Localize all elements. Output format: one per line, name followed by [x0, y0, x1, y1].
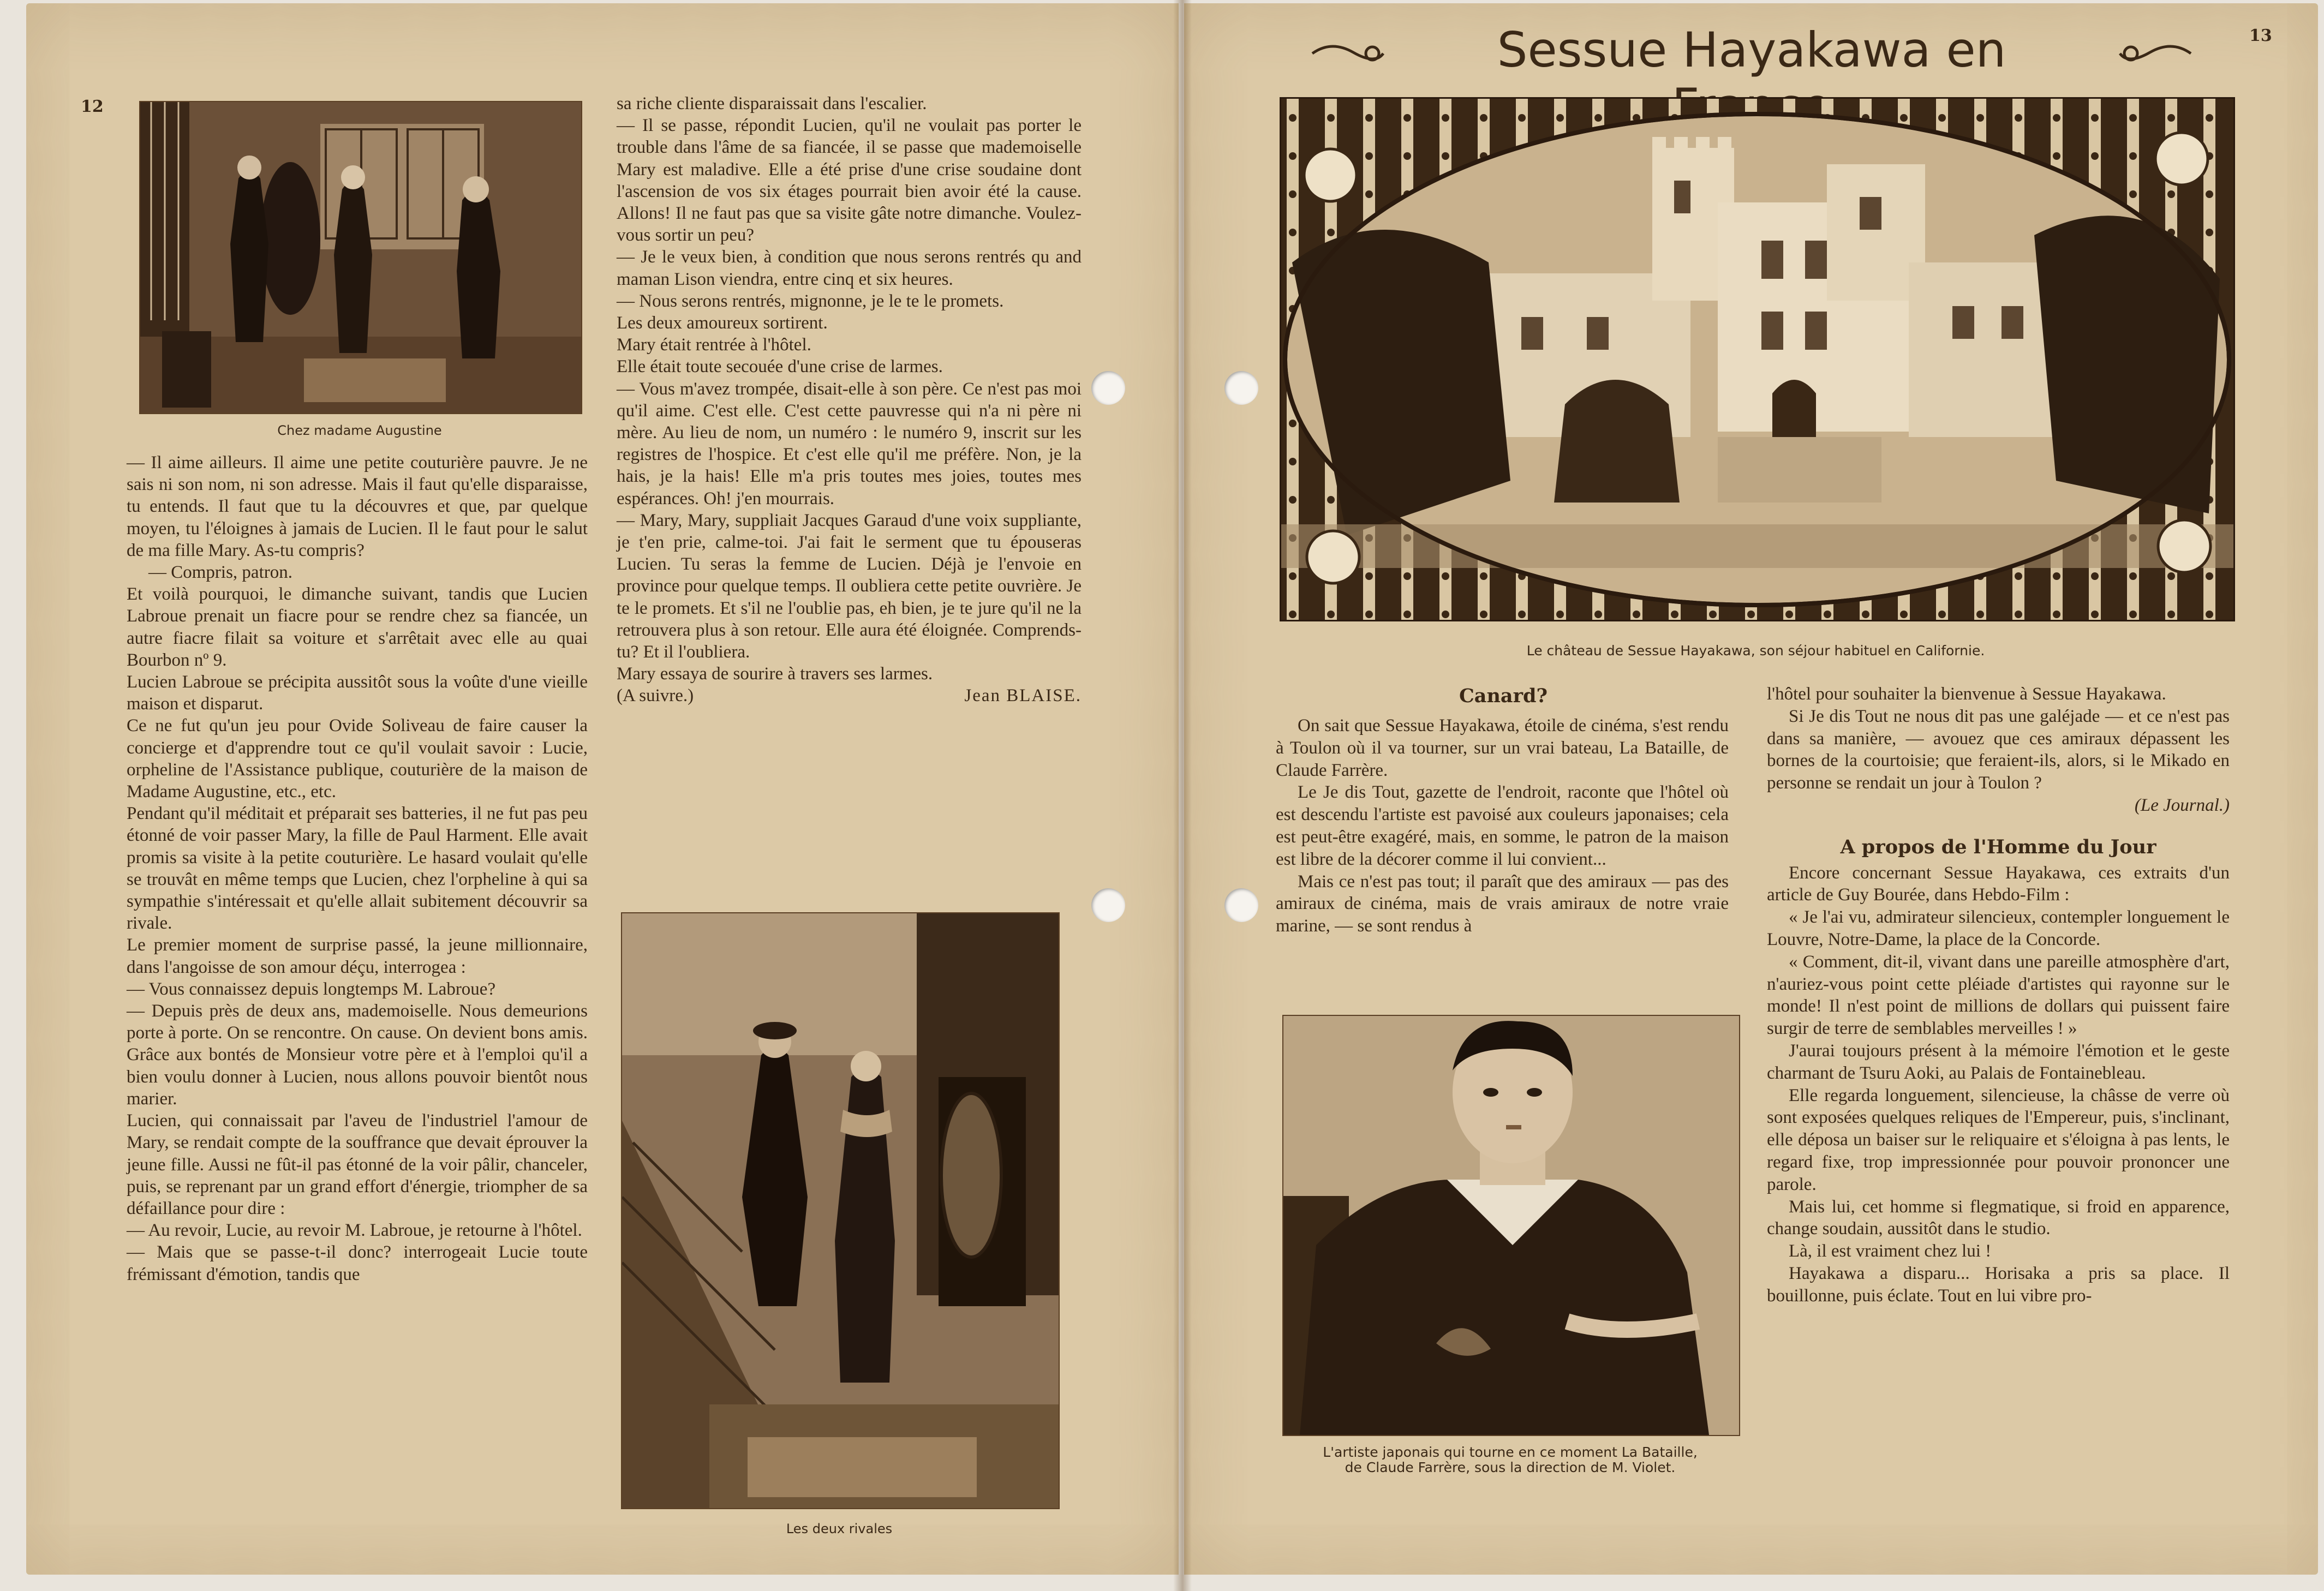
photo-salon [139, 101, 582, 414]
paragraph: — Au revoir, Lucie, au revoir M. Labroue, je retourne à l'hôtel. [127, 1221, 582, 1241]
paragraph: Elle regarda longuement, silencieuse, la châsse de verre où sont exposées quelques reliques de l'Empereur, puis, s'inclinant, elle déposa un baiser sur le reliquaire et s'éloigna à pas lents, le regard fixe, trop impressionnée pour pouvoir prononcer une parole. [1767, 1085, 2230, 1194]
heading-homme-du-jour: A propos de l'Homme du Jour [1840, 835, 2156, 858]
paragraph: Les deux amoureux sortirent. [617, 313, 828, 333]
signature-row [617, 685, 1082, 707]
paragraph: — Mais que se passe-t-il donc? interrogeait Lucie toute frémissant d'émotion, tandis que [127, 1242, 588, 1284]
caption-salon: Chez madame Augustine [277, 423, 442, 438]
paragraph: Pendant qu'il méditait et préparait ses batteries, il ne fut pas peu étonné de voir passer Mary, la fille de Paul Harment. Elle avait promis sa visite à la petite couturière. Le hasard voulait qu'elle se trouvât en même temps que Lucien, chez l'orpheline à qui sa sympathie s'intéressait et qu'elle allait subitement découvrir sa rivale. [127, 804, 588, 934]
photo-staircase [621, 912, 1060, 1509]
paragraph: Lucien Labroue se précipita aussitôt sous la voûte d'une vieille maison et disparut. [127, 672, 588, 714]
paragraph: — Il aime ailleurs. Il aime une petite couturière pauvre. Je ne sais ni son nom, ni son adresse. Mais il faut qu'elle disparaisse, tu entends. Il faut que tu la découvres et que, par quelque moyen, tu l'éloignes à jamais de Lucien. Il le faut pour le salut de ma fille Mary. As-tu compris? [127, 453, 588, 560]
binder-hole [1224, 888, 1258, 922]
paragraph: Là, il est vraiment chez lui ! [1789, 1241, 1992, 1261]
article-canard-column-1 [1276, 715, 1729, 937]
binder-hole [1224, 371, 1258, 405]
paragraph: — Vous connaissez depuis longtemps M. Labroue? [127, 979, 496, 999]
paragraph: Le Je dis Tout, gazette de l'endroit, raconte que l'hôtel où est descendu l'artiste est pavoisé aux couleurs japonaises; cela est peut-être exagéré, mais, en somme, le patron de la maison est libre de la décorer comme il lui convient... [1276, 782, 1729, 869]
to-be-continued: (A suivre.) [617, 686, 694, 706]
salon-scene-image [140, 102, 581, 413]
binder-hole [1091, 888, 1125, 922]
binder-hole [1091, 371, 1125, 405]
paragraph: Encore concernant Sessue Hayakawa, ces extraits d'un article de Guy Bourée, dans Hebdo-Film : [1767, 863, 2230, 905]
paragraph: « Je l'ai vu, admirateur silencieux, contempler longuement le Louvre, Notre-Dame, la place de la Concorde. [1767, 907, 2230, 949]
paragraph: « Comment, dit-il, vivant dans une pareille atmosphère d'art, n'auriez-vous point cette pléiade d'artistes qui rayonne sur le monde! Il n'est point de millions de dollars qui puissent faire surgir de terre de semblables merveilles ! » [1767, 952, 2230, 1039]
left-column-1 [127, 452, 588, 1285]
paragraph: — Mary, Mary, suppliait Jacques Garaud d'une voix suppliante, je t'en prie, calme-toi. J'ai fait le serment que tu épouseras Lucien. Tu seras la femme de Lucien. Déjà je l'envoie en province pour quelque temps. Il oubliera cette petite ouvrière. Je te le promets. Et s'il ne l'oublie pas, eh bien, je te jure qu'il ne la retrouvera plus à son retour. Elle aura été éloignée. Comprends-tu? Et il l'oubliera. [617, 510, 1082, 662]
paragraph: Mais lui, cet homme si flegmatique, si froid en apparence, change soudain, aussitôt dans le studio. [1767, 1197, 2230, 1239]
heading-canard: Canard? [1459, 685, 1548, 707]
caption-portrait [1271, 1445, 1749, 1475]
chateau-image [1281, 99, 2233, 620]
paragraph: Mary était rentrée à l'hôtel. [617, 335, 811, 355]
page-number-right: 13 [2249, 26, 2272, 45]
caption-portrait-line-2: de Claude Farrère, sous la direction de M. Violet. [1345, 1460, 1676, 1475]
page-number-left: 12 [81, 97, 104, 116]
page-title: Sessue Hayakawa en [1497, 22, 2006, 78]
paragraph: Mary essaya de sourire à travers ses larmes. [617, 664, 933, 684]
photo-portrait [1282, 1015, 1740, 1436]
paragraph: — Vous m'avez trompée, disait-elle à son père. Ce n'est pas moi qu'il aime. C'est elle. C'est cette pauvresse qui n'a ni père ni mère. Au lieu de nom, un numéro : le numéro 9, inscrit sur les registres de l'hospice. Et c'est elle qu'il me préfère. Non, je la hais, je la hais! Elle m'a pris toutes mes joies, toutes mes espérances. Oh! j'en mourrais. [617, 379, 1082, 509]
paragraph: — Je le veux bien, à condition que nous serons rentrés qu and maman Lison viendra, entre cinq et six heures. [617, 247, 1082, 289]
paragraph: — Compris, patron. [148, 563, 292, 583]
author: Jean BLAISE. [964, 686, 1082, 706]
caption-portrait-line-1: L'artiste japonais qui tourne en ce moment La Bataille, [1323, 1444, 1698, 1460]
portrait-image [1283, 1016, 1739, 1435]
flourish-right-ornament [2117, 37, 2194, 70]
article-canard-column-2 [1767, 683, 2230, 1307]
paragraph: Ce ne fut qu'un jeu pour Ovide Soliveau de faire causer la concierge et d'apprendre tout ce qu'il voulait savoir : Lucie, orpheline de l'Assistance publique, couturière de la maison de Madame Augustine, etc., etc. [127, 716, 588, 802]
flourish-left-ornament [1310, 37, 1386, 70]
paragraph: Le premier moment de surprise passé, la jeune millionnaire, dans l'angoisse de son amour déçu, interrogea : [127, 935, 588, 977]
left-column-2 [617, 93, 1082, 707]
source-credit: (Le Journal.) [2134, 795, 2230, 815]
paragraph: — Nous serons rentrés, mignonne, je le te le promets. [617, 291, 1004, 311]
paragraph: Si Je dis Tout ne nous dit pas une galéjade — et ce n'est pas dans sa manière, — avouez que ces amiraux dépassent les bornes de la courtoisie; que feraient-ils, alors, si le Mikado en personne se rendait un jour à Toulon ? [1767, 706, 2230, 793]
gutter [1173, 0, 1192, 1591]
paragraph: On sait que Sessue Hayakawa, étoile de cinéma, s'est rendu à Toulon où il va tourner, sur un vrai bateau, La Bataille, de Claude Farrère. [1276, 716, 1729, 780]
paragraph: Et voilà pourquoi, le dimanche suivant, tandis que Lucien Labroue prenait un fiacre pour se rendre chez sa fiancée, un autre fiacre filait sa voiture et s'arrêtait avec elle au quai Bourbon nº 9. [127, 584, 588, 670]
staircase-scene-image [622, 913, 1059, 1508]
caption-staircase: Les deux rivales [786, 1521, 893, 1536]
paragraph: Lucien, qui connaissait par l'aveu de l'industriel l'amour de Mary, se rendait compte de la souffrance que devait éprouver la jeune fille. Aussi ne fût-il pas étonné de la voir pâlir, chanceler, puis, se reprenant par un grand effort d'énergie, triompher de sa défaillance pour dire : [127, 1111, 588, 1218]
paragraph: sa riche cliente disparaissait dans l'escalier. [617, 94, 927, 113]
paragraph: Mais ce n'est pas tout; il paraît que des amiraux — pas des amiraux de cinéma, mais de vrais amiraux de notre vraie marine, — se sont rendus à [1276, 871, 1729, 936]
chateau-photo-frame [1280, 97, 2235, 621]
caption-chateau: Le château de Sessue Hayakawa, son séjour habituel en Californie. [1526, 643, 1985, 659]
paragraph: Elle était toute secouée d'une crise de larmes. [617, 357, 943, 377]
paragraph: — Il se passe, répondit Lucien, qu'il ne voulait pas porter le trouble dans l'âme de sa fiancée, il se passe que mademoiselle Mary est maladive. Elle a été prise d'une crise soudaine dont l'ascension de vos six étages pourrait bien avoir été la cause. Allons! Il ne faut pas que sa visite gâte notre dimanche. Voulez-vous sortir un peu? [617, 116, 1082, 246]
paragraph: Hayakawa a disparu... Horisaka a pris sa place. Il bouillonne, puis éclate. Tout en lui vibre pro- [1767, 1263, 2230, 1306]
paragraph: J'aurai toujours présent à la mémoire l'émotion et le geste charmant de Tsuru Aoki, au Palais de Fontainebleau. [1767, 1040, 2230, 1083]
paragraph: l'hôtel pour souhaiter la bienvenue à Sessue Hayakawa. [1767, 684, 2166, 704]
paragraph: — Depuis près de deux ans, mademoiselle. Nous demeurions porte à porte. On se rencontre. On cause. On devient bons amis. Grâce aux bontés de Monsieur votre père et à l'emploi qu'il a bien voulu donner à Lucien, nous allons pouvoir bientôt nous marier. [127, 1001, 588, 1109]
